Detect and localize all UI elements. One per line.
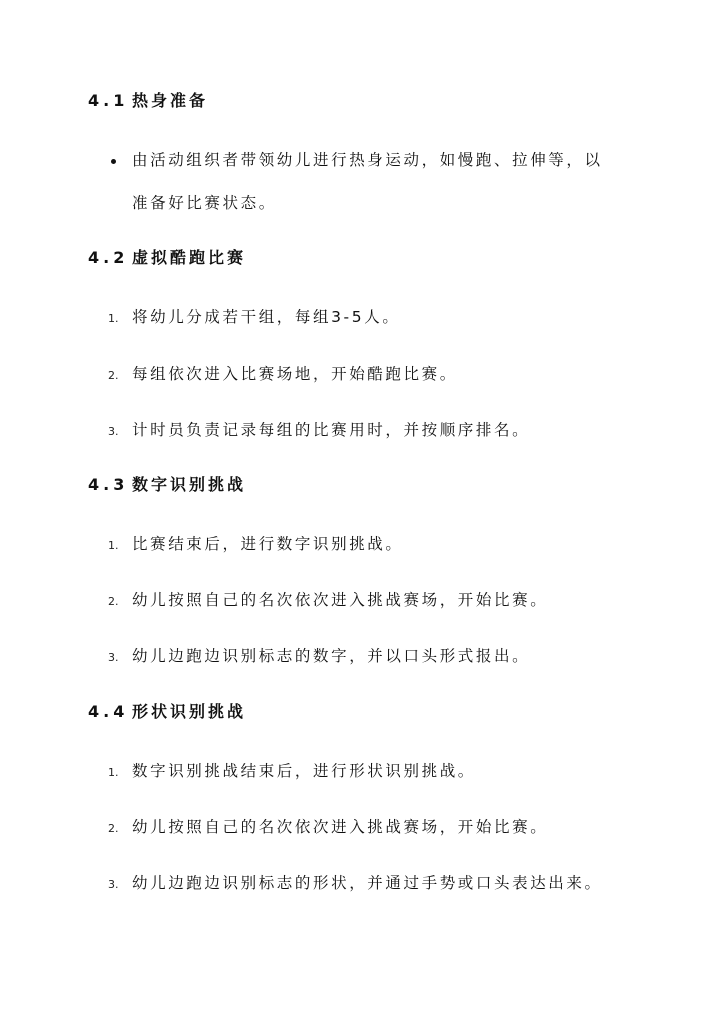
section-heading-4-3	[88, 475, 246, 495]
bullet-dot-icon	[111, 159, 116, 164]
section-number: 4.4	[88, 702, 129, 721]
list-marker: 1.	[108, 539, 119, 552]
section-title: 热身准备	[132, 91, 209, 110]
list-item: 比赛结束后，进行数字识别挑战。	[132, 535, 404, 553]
section-title: 虚拟酷跑比赛	[132, 248, 247, 267]
section-heading-4-2	[88, 248, 246, 268]
list-marker: 1.	[108, 766, 119, 779]
section-number: 4.1	[88, 91, 129, 110]
list-marker: 2.	[108, 369, 119, 382]
bullet-item-line-1: 由活动组织者带领幼儿进行热身运动，如慢跑、拉伸等，以	[132, 151, 603, 169]
list-item: 计时员负责记录每组的比赛用时，并按顺序排名。	[132, 421, 531, 439]
list-marker: 3.	[108, 425, 119, 438]
section-heading-4-1	[88, 91, 208, 111]
section-title: 数字识别挑战	[132, 475, 247, 494]
list-item: 幼儿按照自己的名次依次进入挑战赛场，开始比赛。	[132, 591, 549, 609]
list-marker: 2.	[108, 822, 119, 835]
bullet-item-line-2: 准备好比赛状态。	[132, 194, 277, 212]
list-marker: 3.	[108, 651, 119, 664]
list-marker: 1.	[108, 312, 119, 325]
section-heading-4-4	[88, 702, 246, 722]
list-item: 每组依次进入比赛场地，开始酷跑比赛。	[132, 365, 458, 383]
section-number: 4.3	[88, 475, 129, 494]
list-item: 幼儿边跑边识别标志的形状，并通过手势或口头表达出来。	[132, 874, 603, 892]
list-item: 幼儿边跑边识别标志的数字，并以口头形式报出。	[132, 647, 531, 665]
list-marker: 2.	[108, 595, 119, 608]
section-title: 形状识别挑战	[132, 702, 247, 721]
list-item: 将幼儿分成若干组，每组3-5人。	[132, 308, 401, 326]
list-marker: 3.	[108, 878, 119, 891]
list-item: 数字识别挑战结束后，进行形状识别挑战。	[132, 762, 476, 780]
list-item: 幼儿按照自己的名次依次进入挑战赛场，开始比赛。	[132, 818, 549, 836]
section-number: 4.2	[88, 248, 129, 267]
